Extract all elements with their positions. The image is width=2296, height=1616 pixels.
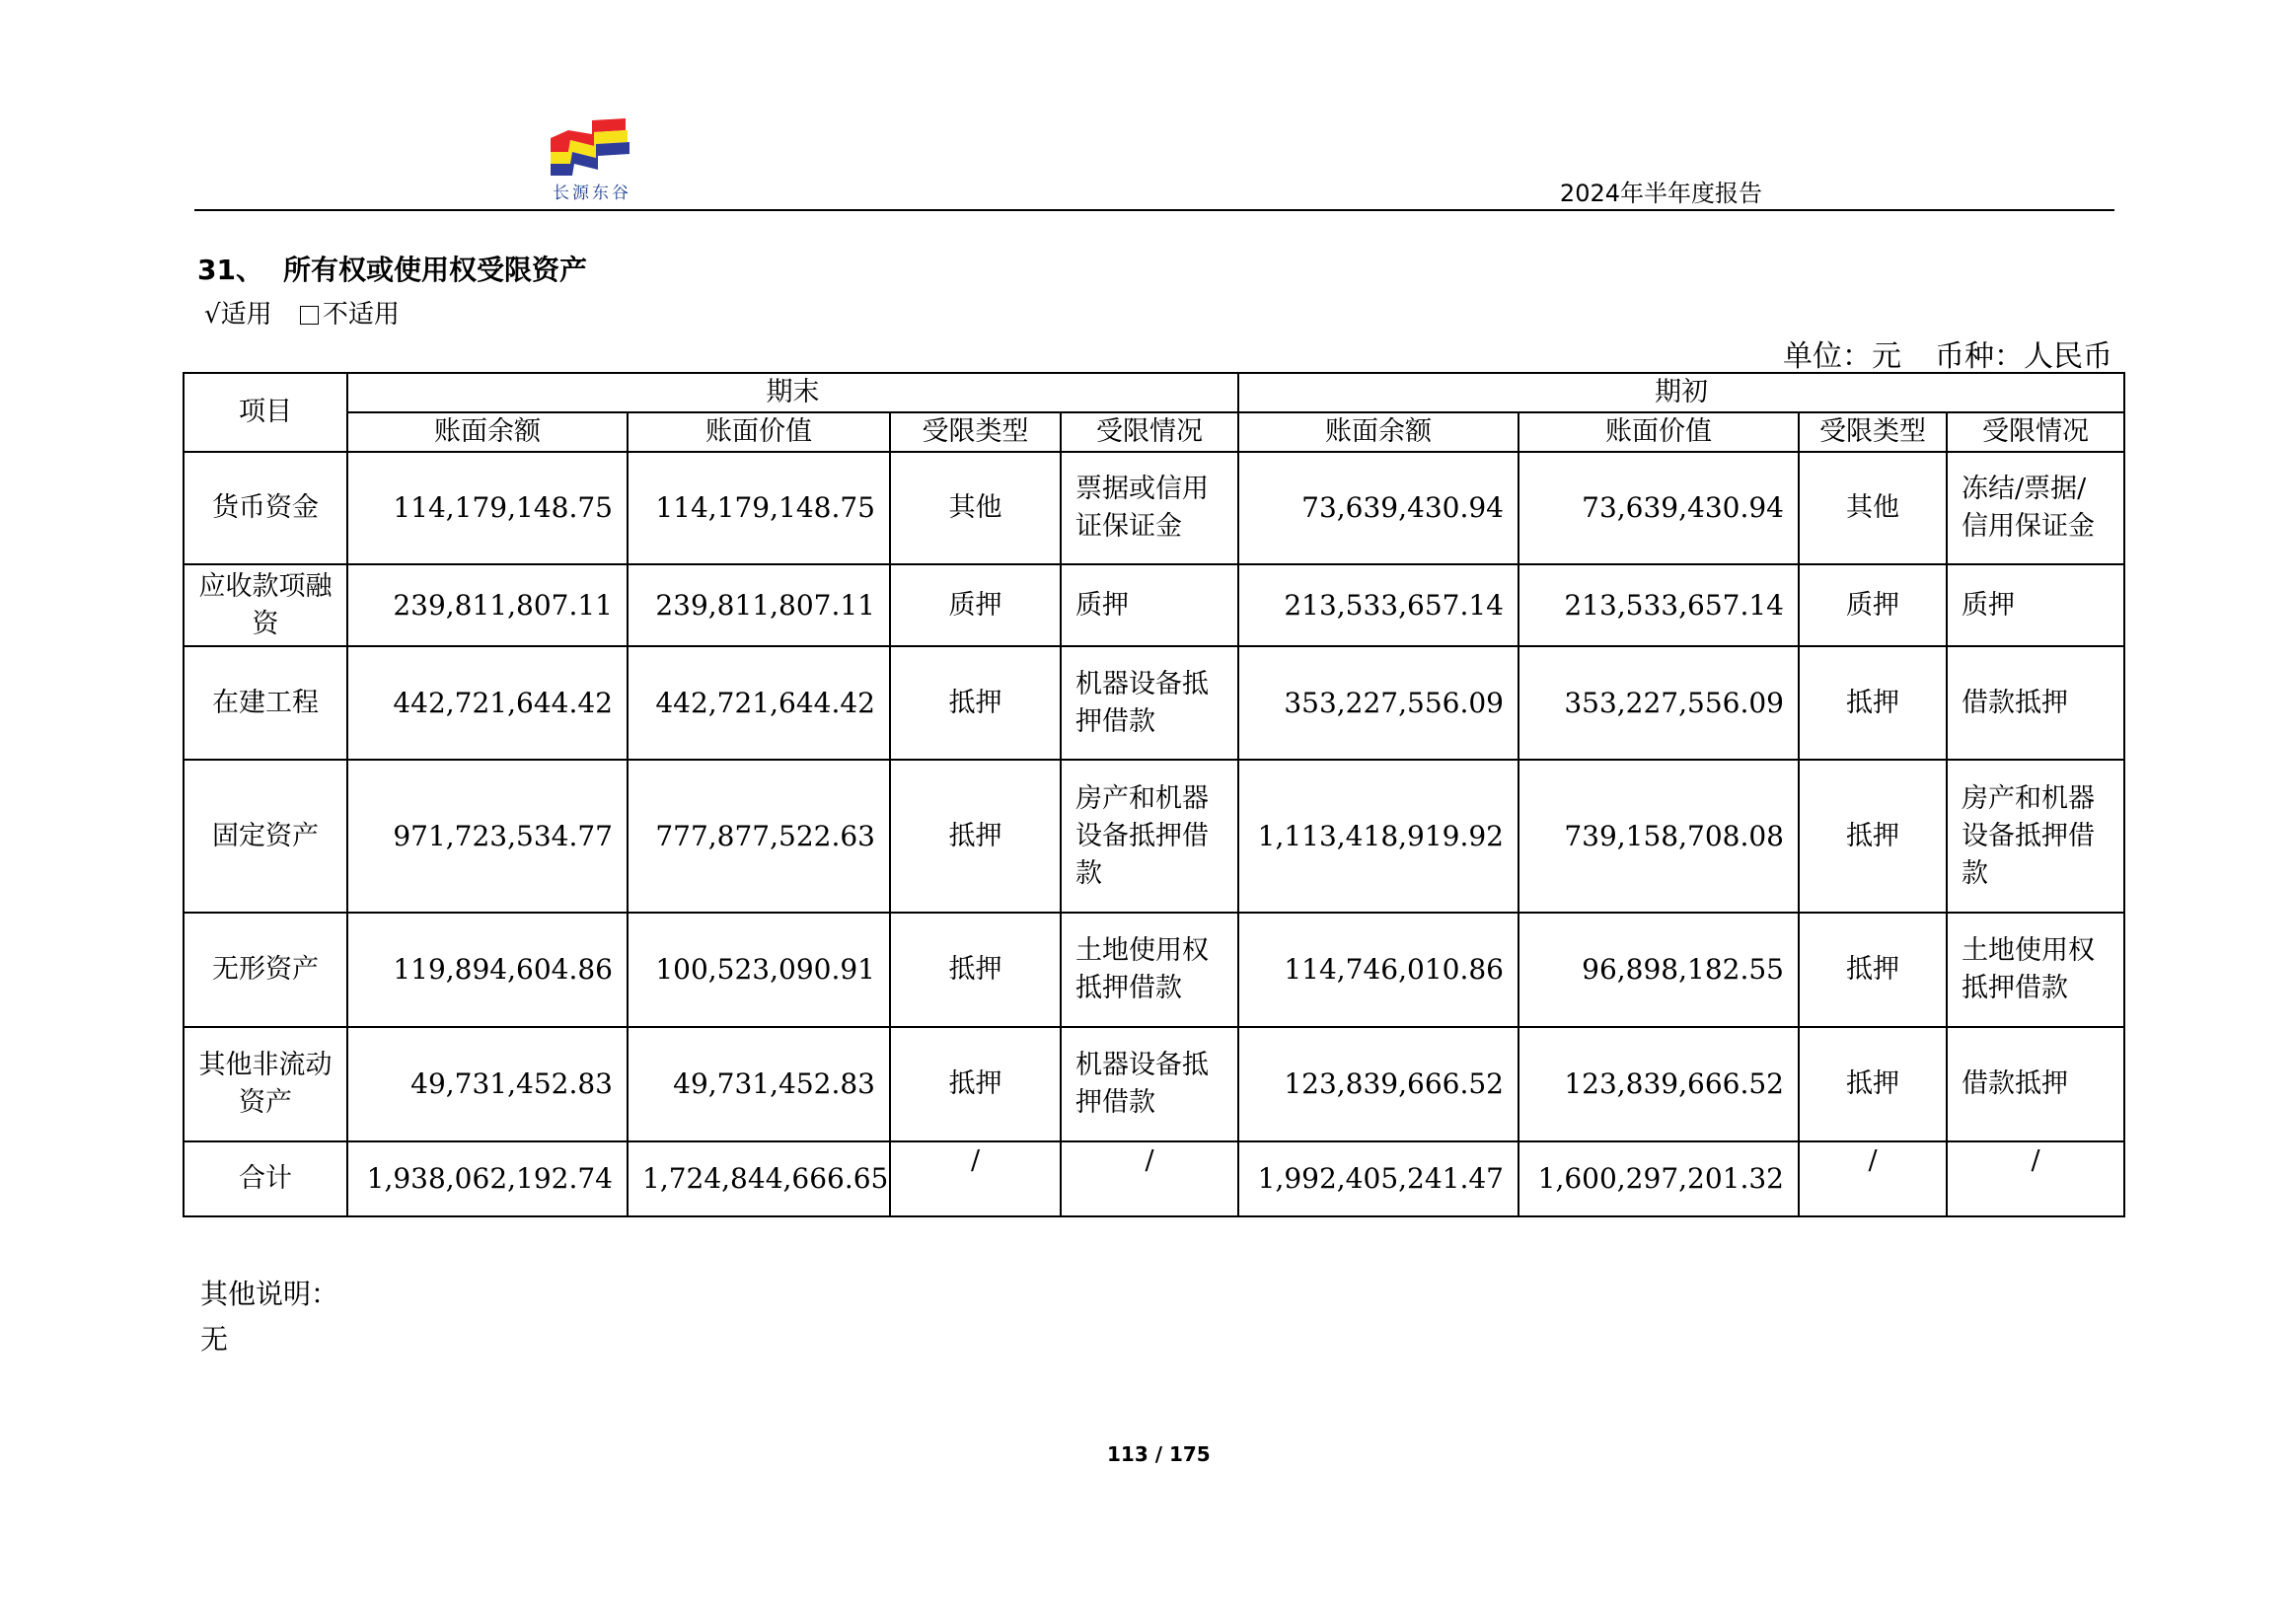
cell-begin-value: 353,227,556.09 [1518,646,1799,760]
unit-label: 单位：元 [1783,339,1901,374]
cell-total-end-balance: 1,938,062,192.74 [347,1141,628,1216]
unit-currency-line [1783,331,2112,375]
section-number: 31、 [197,254,263,286]
cell-end-balance: 442,721,644.42 [347,646,628,760]
header-divider [194,209,2114,211]
logo-text: 长源东谷 [553,184,631,203]
logo-stripes-icon [549,116,637,180]
cell-total-begin-type: / [1799,1141,1947,1216]
cell-begin-balance: 353,227,556.09 [1238,646,1518,760]
cell-end-status: 机器设备抵押借款 [1061,646,1238,760]
cell-end-balance: 119,894,604.86 [347,913,628,1027]
cell-begin-status: 质押 [1947,564,2124,646]
cell-end-value: 49,731,452.83 [628,1027,890,1141]
not-applicable-label: 不适用 [322,300,400,330]
cell-begin-type: 质押 [1799,564,1947,646]
restricted-assets-table [183,372,2125,1217]
cell-begin-type: 抵押 [1799,646,1947,760]
cell-begin-status: 借款抵押 [1947,1027,2124,1141]
cell-begin-status: 借款抵押 [1947,646,2124,760]
notes-label: 其他说明： [200,1278,339,1310]
cell-end-type: 其他 [890,452,1061,564]
cell-begin-status: 土地使用权抵押借款 [1947,913,2124,1027]
cell-end-value: 442,721,644.42 [628,646,890,760]
currency-label: 币种：人民币 [1935,339,2112,374]
cell-begin-status: 冻结/票据/信用保证金 [1947,452,2124,564]
cell-begin-type: 抵押 [1799,1027,1947,1141]
cell-end-balance: 239,811,807.11 [347,564,628,646]
subheader-begin-status: 受限情况 [1947,412,2124,452]
cell-begin-type: 其他 [1799,452,1947,564]
table-row [184,646,2124,760]
table-row [184,913,2124,1027]
cell-begin-status: 房产和机器设备抵押借款 [1947,760,2124,913]
cell-end-balance: 49,731,452.83 [347,1027,628,1141]
section-title: 所有权或使用权受限资产 [282,254,587,286]
applicable-option [204,300,272,330]
cell-item: 其他非流动资产 [184,1027,347,1141]
cell-begin-balance: 123,839,666.52 [1238,1027,1518,1141]
applicability-options [204,294,400,331]
cell-item: 固定资产 [184,760,347,913]
cell-total-begin-balance: 1,992,405,241.47 [1238,1141,1518,1216]
cell-end-type: 抵押 [890,760,1061,913]
table-header-row [184,373,2124,412]
cell-total-end-type: / [890,1141,1061,1216]
cell-item: 无形资产 [184,913,347,1027]
cell-end-type: 抵押 [890,1027,1061,1141]
subheader-end-type: 受限类型 [890,412,1061,452]
cell-total-begin-status: / [1947,1141,2124,1216]
applicable-label: 适用 [220,300,272,330]
header-item: 项目 [184,373,347,452]
cell-end-balance: 971,723,534.77 [347,760,628,913]
cell-item: 在建工程 [184,646,347,760]
cell-begin-value: 213,533,657.14 [1518,564,1799,646]
cell-begin-type: 抵押 [1799,760,1947,913]
cell-total-label: 合计 [184,1141,347,1216]
header-period-begin: 期初 [1238,373,2124,412]
subheader-end-value: 账面价值 [628,412,890,452]
subheader-end-balance: 账面余额 [347,412,628,452]
cell-begin-balance: 114,746,010.86 [1238,913,1518,1027]
cell-begin-value: 123,839,666.52 [1518,1027,1799,1141]
table-row [184,452,2124,564]
cell-end-status: 质押 [1061,564,1238,646]
empty-checkbox-icon [300,306,319,325]
table-subheader-row [184,412,2124,452]
cell-end-value: 114,179,148.75 [628,452,890,564]
cell-end-value: 239,811,807.11 [628,564,890,646]
cell-end-status: 土地使用权抵押借款 [1061,913,1238,1027]
cell-begin-balance: 73,639,430.94 [1238,452,1518,564]
cell-total-end-value: 1,724,844,666.65 [628,1141,890,1216]
not-applicable-option [300,300,400,330]
cell-total-end-status: / [1061,1141,1238,1216]
cell-begin-value: 73,639,430.94 [1518,452,1799,564]
subheader-end-status: 受限情况 [1061,412,1238,452]
cell-end-type: 抵押 [890,646,1061,760]
cell-total-begin-value: 1,600,297,201.32 [1518,1141,1799,1216]
page-number: 113 / 175 [1107,1442,1211,1466]
cell-end-type: 抵押 [890,913,1061,1027]
subheader-begin-balance: 账面余额 [1238,412,1518,452]
table-row [184,564,2124,646]
cell-item: 货币资金 [184,452,347,564]
cell-item: 应收款项融资 [184,564,347,646]
table-row [184,760,2124,913]
cell-end-status: 票据或信用证保证金 [1061,452,1238,564]
checkmark-icon: √ [204,300,221,330]
section-heading [197,249,587,288]
cell-begin-balance: 1,113,418,919.92 [1238,760,1518,913]
cell-end-value: 777,877,522.63 [628,760,890,913]
cell-end-status: 房产和机器设备抵押借款 [1061,760,1238,913]
cell-begin-value: 96,898,182.55 [1518,913,1799,1027]
notes-value: 无 [200,1323,229,1356]
cell-begin-balance: 213,533,657.14 [1238,564,1518,646]
cell-begin-type: 抵押 [1799,913,1947,1027]
cell-end-value: 100,523,090.91 [628,913,890,1027]
header-period-end: 期末 [347,373,1238,412]
cell-end-type: 质押 [890,564,1061,646]
table-total-row [184,1141,2124,1216]
cell-begin-value: 739,158,708.08 [1518,760,1799,913]
subheader-begin-value: 账面价值 [1518,412,1799,452]
cell-end-balance: 114,179,148.75 [347,452,628,564]
cell-end-status: 机器设备抵押借款 [1061,1027,1238,1141]
table-row [184,1027,2124,1141]
subheader-begin-type: 受限类型 [1799,412,1947,452]
report-title: 2024年半年度报告 [1559,180,1762,207]
